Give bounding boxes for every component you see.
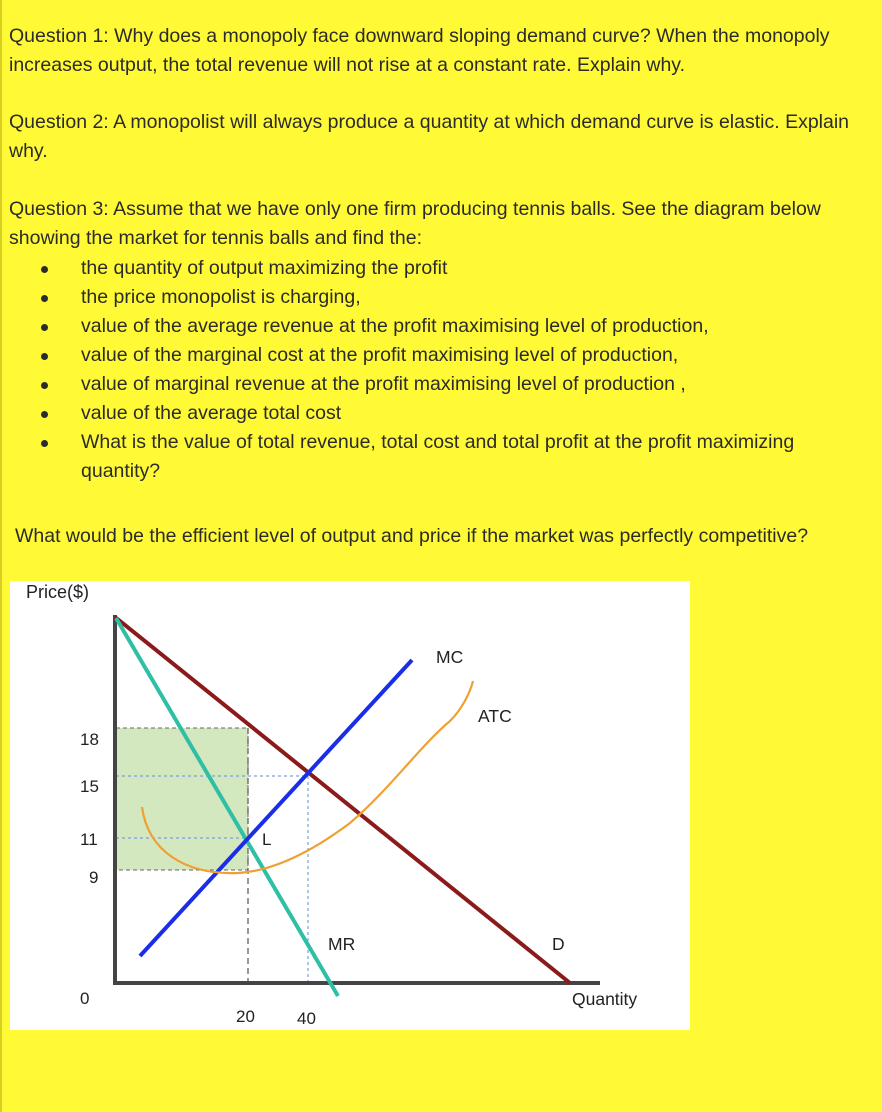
atc-label: ATC	[478, 706, 512, 726]
y-tick-label: 9	[89, 868, 99, 887]
y-tick-label: 0	[80, 989, 90, 1008]
question-3: Question 3: Assume that we have only one firm producing tennis balls. See the diagram below showing the market for tennis balls and find the:	[9, 198, 821, 249]
question-1: Question 1: Why does a monopoly face downward sloping demand curve? When the monopoly increases output, the total revenue will not rise at a constant rate. Explain why.	[9, 25, 830, 76]
monopoly-diagram	[10, 581, 690, 1030]
monopoly-diagram-svg	[10, 581, 690, 1030]
demand-label: D	[552, 934, 565, 954]
list-item: value of the average total cost	[40, 399, 878, 428]
profit-area	[116, 728, 248, 870]
question-4: What would be the efficient level of output and price if the market was perfectly competitive?	[15, 525, 809, 547]
point-l-label: L	[262, 830, 272, 849]
y-axis-label: Price($)	[26, 582, 90, 602]
x-tick-label: 40	[297, 1009, 316, 1028]
page-left-border	[0, 0, 2, 1112]
question-2: Question 2: A monopolist will always produce a quantity at which demand curve is elastic. Explain why.	[9, 111, 850, 162]
list-item: value of marginal revenue at the profit maximising level of production ,	[40, 370, 878, 399]
y-tick-label: 11	[80, 830, 98, 849]
mr-label: MR	[328, 934, 356, 954]
x-axis-label: Quantity	[572, 989, 638, 1009]
list-item: the price monopolist is charging,	[40, 283, 878, 312]
question-3-list	[40, 254, 878, 486]
x-tick-label: 20	[236, 1007, 255, 1026]
list-item: value of the average revenue at the profit maximising level of production,	[40, 312, 878, 341]
y-tick-label: 18	[80, 730, 99, 749]
mc-label: MC	[436, 647, 464, 667]
list-item: the quantity of output maximizing the profit	[40, 254, 878, 283]
list-item: value of the marginal cost at the profit maximising level of production,	[40, 341, 878, 370]
list-item: What is the value of total revenue, total cost and total profit at the profit maximizing quantity?	[40, 428, 878, 486]
y-tick-label: 15	[80, 777, 99, 796]
